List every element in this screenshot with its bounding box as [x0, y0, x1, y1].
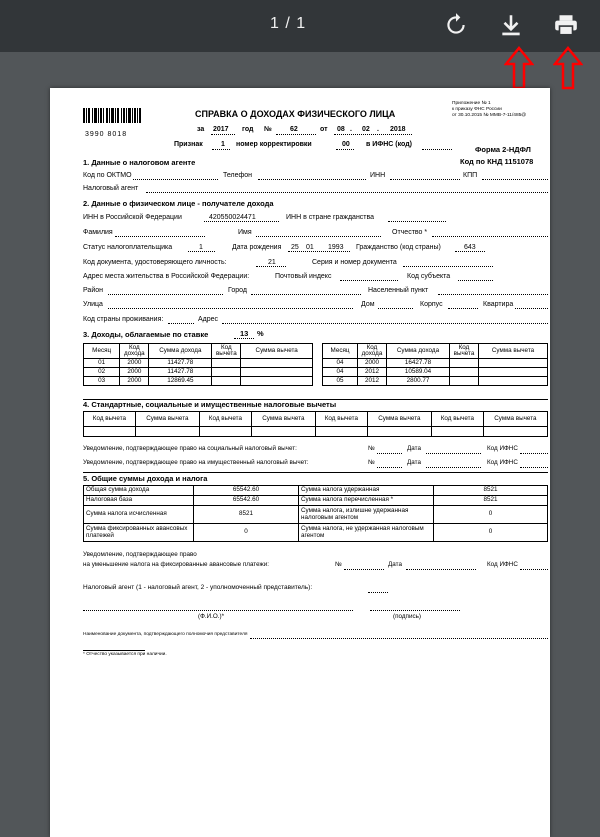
correction-value: 00 [342, 141, 350, 148]
label-house: Дом [361, 301, 375, 308]
label-date: Дата [388, 561, 402, 568]
notice-property: Уведомление, подтверждающее право на имущественный налоговый вычет: [83, 459, 309, 466]
label-ifns-code: Код ИФНС [487, 459, 518, 466]
table-row: 04 2000 16427.78 [323, 359, 548, 368]
label-correction: номер корректировки [236, 141, 312, 148]
label-number: № [264, 126, 272, 133]
header-deduction-sum: Сумма вычета [251, 412, 315, 427]
label-agent-inn: ИНН [370, 172, 386, 179]
download-icon[interactable] [498, 12, 524, 38]
label-inn-country: ИНН в стране гражданства [286, 214, 375, 221]
form-name: Форма 2-НДФЛ [475, 145, 531, 154]
barcode-number: 3990 8018 [85, 131, 128, 138]
doc-code-value: 21 [268, 259, 276, 266]
label-ot: от [320, 126, 328, 133]
order-line-3: от 30.10.2015 № ММВ-7-11/485@ [452, 113, 527, 118]
table-row: 02 2000 11427.78 [84, 368, 313, 377]
label-street: Улица [83, 301, 103, 308]
label-city: Город [228, 287, 247, 294]
fio-label: (Ф.И.О.)* [198, 613, 225, 620]
viewer-toolbar [0, 0, 600, 52]
label-no: № [335, 561, 342, 568]
annotation-arrow-download [504, 46, 534, 90]
date-month: 02 [362, 126, 370, 133]
header-deduction-sum: Сумма вычета [241, 344, 313, 359]
label-priznak: Признак [174, 141, 203, 148]
dob-month: 01 [306, 244, 314, 251]
knd-code: Код по КНД 1151078 [460, 157, 534, 166]
label-ifns-code: Код ИФНС [487, 561, 518, 568]
document-title: СПРАВКА О ДОХОДАХ ФИЗИЧЕСКОГО ЛИЦА [195, 109, 396, 119]
header-deduction-code: Код вычета [431, 412, 483, 427]
header-income-sum: Сумма дохода [149, 344, 212, 359]
dob-day: 25 [291, 244, 299, 251]
signature-label: (подпись) [393, 613, 421, 620]
label-phone: Телефон [223, 172, 253, 179]
header-income-sum: Сумма дохода [386, 344, 449, 359]
table-row: Налоговая база 65542.60 Сумма налога перечисленная * 8521 [84, 496, 548, 506]
header-deduction-code: Код вычета [449, 344, 478, 359]
citizenship-value: 643 [464, 244, 476, 251]
section-4-title: 4. Стандартные, социальные и имущественные налоговые вычеты [83, 400, 337, 409]
header-deduction-sum: Сумма вычета [135, 412, 199, 427]
barcode [83, 108, 143, 130]
label-postcode: Почтовый индекс [275, 273, 332, 280]
date-year: 2018 [390, 126, 406, 133]
annotation-arrow-print [553, 46, 583, 90]
header-month: Месяц [323, 344, 358, 359]
section-5-title: 5. Общие суммы дохода и налога [83, 474, 208, 483]
label-inn-rf: ИНН в Российской Федерации [83, 214, 182, 221]
label-doc-code: Код документа, удостоверяющего личность: [83, 259, 227, 266]
label-ifns-code: Код ИФНС [487, 445, 518, 452]
priznak-value: 1 [221, 141, 225, 148]
header-deduction-sum: Сумма вычета [483, 412, 547, 427]
section-3-title: 3. Доходы, облагаемые по ставке [83, 330, 209, 339]
label-year: год [242, 126, 254, 133]
notice-advance-b: на уменьшение налога на фиксированные авансовые платежи: [83, 561, 270, 568]
table-row: Сумма налога исчисленная 8521 Сумма налога, излишне удержанная налоговым агентом 0 [84, 506, 548, 524]
label-series: Серия и номер документа [312, 259, 397, 266]
section-2-title: 2. Данные о физическом лице - получателе дохода [83, 199, 274, 208]
label-kpp: КПП [463, 172, 478, 179]
order-line-1: Приложение № 1 [452, 101, 491, 106]
label-building: Корпус [420, 301, 443, 308]
label-dob: Дата рождения [232, 244, 282, 251]
income-table-left [83, 343, 313, 386]
status-value: 1 [199, 244, 203, 251]
doc-name-label: Наименование документа, подтверждающего полномочия представителя [83, 632, 248, 637]
deductions-table [83, 411, 548, 437]
agent-type-label: Налоговый агент (1 - налоговый агент, 2 - уполномоченный представитель): [83, 584, 313, 591]
label-status: Статус налогоплательщика [83, 244, 173, 251]
label-flat: Квартира [483, 301, 514, 308]
notice-social: Уведомление, подтверждающее право на социальный налоговый вычет: [83, 445, 297, 452]
header-income-code: Код дохода [120, 344, 149, 359]
dob-year: 1993 [328, 244, 344, 251]
header-month: Месяц [84, 344, 120, 359]
table-row: 05 2012 2800.77 [323, 377, 548, 386]
label-date: Дата [407, 459, 421, 466]
header-deduction-code: Код вычета [84, 412, 136, 427]
table-row: Сумма фиксированных авансовых платежей 0 Сумма налога, не удержанная налоговым агентом 0 [84, 524, 548, 542]
label-citizenship: Гражданство (код страны) [356, 244, 441, 251]
label-surname: Фамилия [83, 229, 113, 236]
tax-rate-pct: % [257, 329, 264, 338]
income-table-right [322, 343, 548, 386]
header-deduction-code: Код вычета [212, 344, 241, 359]
label-district: Район [83, 287, 103, 294]
order-line-2: к приказу ФНС России [452, 107, 502, 112]
footnote: * Отчество указывается при наличии. [83, 652, 167, 657]
header-deduction-sum: Сумма вычета [367, 412, 431, 427]
page-indicator: 1 / 1 [270, 15, 307, 32]
label-no: № [368, 459, 375, 466]
header-deduction-code: Код вычета [199, 412, 251, 427]
label-region-code: Код субъекта [407, 273, 451, 280]
label-za: за [197, 126, 205, 133]
notice-advance-a: Уведомление, подтверждающее право [83, 551, 197, 558]
number-value: 62 [290, 126, 298, 133]
label-country-code: Код страны проживания: [83, 316, 164, 323]
label-settlement: Населенный пункт [368, 287, 429, 294]
label-address: Адрес места жительства в Российской Федерации: [83, 273, 250, 280]
header-deduction-code: Код вычета [315, 412, 367, 427]
header-income-code: Код дохода [357, 344, 386, 359]
label-name: Имя [238, 229, 252, 236]
label-no: № [368, 445, 375, 452]
table-row: 03 2000 12869.45 [84, 377, 313, 386]
tax-rate: 13 [240, 329, 249, 338]
label-ifns: в ИФНС (код) [366, 141, 413, 148]
date-day: 08 [337, 126, 345, 133]
section-1-title: 1. Данные о налоговом агенте [83, 158, 196, 167]
totals-table [83, 485, 548, 542]
table-row: 01 2000 11427.78 [84, 359, 313, 368]
table-row: Общая сумма дохода 65542.60 Сумма налога удержанная 8521 [84, 486, 548, 496]
header-deduction-sum: Сумма вычета [478, 344, 547, 359]
table-row [84, 427, 548, 437]
year-value: 2017 [213, 126, 229, 133]
inn-value: 420550024471 [209, 214, 256, 221]
print-icon[interactable] [553, 12, 579, 38]
label-foreign-address: Адрес [198, 316, 219, 323]
rotate-icon[interactable] [443, 12, 469, 38]
label-patronymic: Отчество * [392, 229, 428, 236]
label-agent: Налоговый агент [83, 185, 139, 192]
pdf-page: 3990 8018 Приложение № 1 к приказу ФНС России от 30.10.2015 № ММВ-7-11/485@ СПРАВКА О ДОХОДАХ ФИЗИЧЕСКОГО ЛИЦА за 2017 год № 62 от 08 . 02 . 2018 Признак 1 номер корректировки 00 в ИФНС (код) Форма 2-НДФЛ Код по КНД 1151078 1. Данные о налоговом агенте Код по ОКТМО Телефон ИНН КПП Налоговый агент 2. Данные о физическом лице - получателе дохода ИНН в Российской Федерации 420550024471 ИНН в стране гражданства Фамилия Имя Отчество * Статус налогоплательщика 1 Дата рождения 25 01 1993 Гражданство (код страны) 643 Код документа, удостоверяющего личность: 21 Серия и номер документа Адрес места жительства в Российской Федерации: Почтовый индекс Код субъекта Район Город Населенный пункт Улица Дом Корпус Квартира Код страны проживания: Адрес 3. Доходы, облагаемые по ставке 13 % Месяц Код дохода Сумма дохода Код вычета Сумма вычета 01 2000 11427.78 02 2000 11427.78 03 2000 12869.45 Месяц Код дохода Сумма дохода Код вычета Сумма вычета 04 2000 16427.78 04 2012 10589.04 05 2012 2800.77 4. Стандартные, социальные и имущественные налоговые вычеты Код вычета Сумма вычета Код вычета Сумма вычета Код вычета Сумма вычета Код вычета Сумма вычета Уведомление, подтверждающее право на социальный налоговый вычет: № Дата Код ИФНС Уведомление, подтверждающее право на имущественный налоговый вычет: № Дата Код ИФНС 5. Общие суммы дохода и налога Общая сумма дохода 65542.60 Сумма налога удержанная 8521 Налоговая база 65542.60 Сумма налога перечисленная * 8521 Сумма налога исчисленная 8521 Сумма налога, излишне удержанная налоговым агентом 0 Сумма фиксированных авансовых платежей 0 Сумма налога, не удержанная налоговым агентом 0 Уведомление, подтверждающее право на уменьшение налога на фиксированные авансовые платежи: № Дата Код ИФНС Налоговый агент (1 - налоговый агент, 2 - уполномоченный представитель): (Ф.И.О.)* (подпись) Наименование документа, подтверждающего полномочия представителя * Отчество указывается при наличии. [50, 88, 550, 837]
table-row: 04 2012 10589.04 [323, 368, 548, 377]
label-date: Дата [407, 445, 421, 452]
label-oktmo: Код по ОКТМО [83, 172, 132, 179]
